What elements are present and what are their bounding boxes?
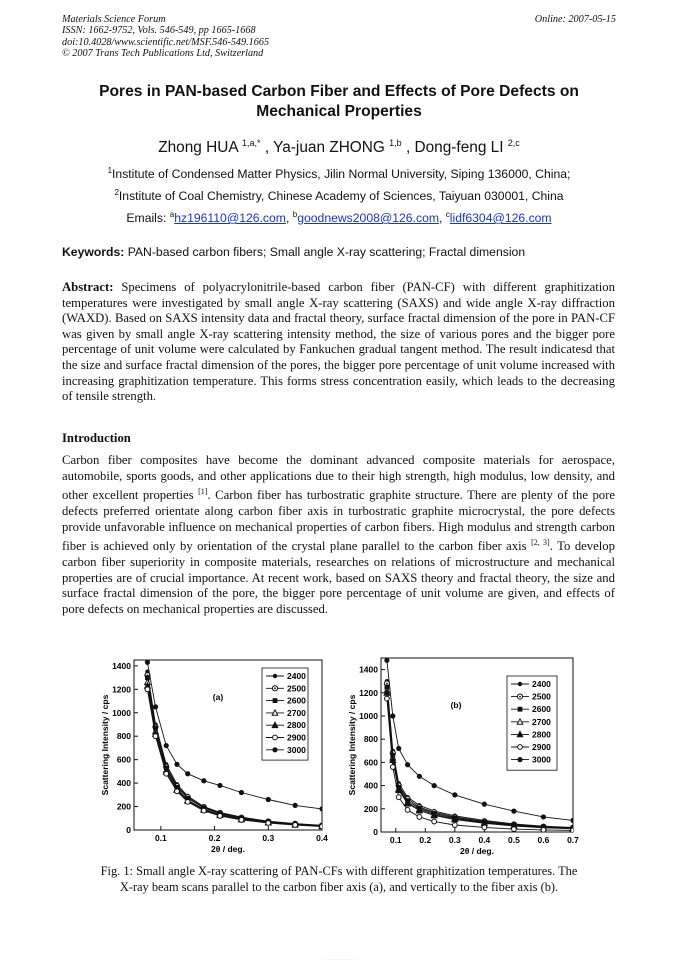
legend-label-2600: 2600 bbox=[287, 695, 306, 706]
data-point-3000 bbox=[390, 713, 395, 718]
email-link-3[interactable]: lidf6304@126.com bbox=[449, 211, 552, 226]
data-point-3000 bbox=[185, 771, 190, 776]
data-point-3000 bbox=[217, 783, 222, 788]
data-point-2500-center bbox=[386, 683, 388, 685]
data-point-3000 bbox=[405, 762, 410, 767]
data-point-2900 bbox=[185, 799, 190, 804]
author-3: Dong-feng LI bbox=[414, 139, 504, 157]
data-point-2900 bbox=[164, 771, 169, 776]
data-point-3000 bbox=[153, 704, 158, 709]
intro-text-2: . Carbon fiber has turbostratic graphite structure. There are plenty of the pore defects preferred orientate along carbon fiber axis in turbostratic graphite microcrystal, the pore defects provide unfavorable influence on mechanical properties of carbon fibers. High modulus and strength carbon fiber is achieved only by orientation of the crystal plane parallel to the carbon fiber axis bbox=[62, 488, 616, 554]
keywords-text: PAN-based carbon fibers; Small angle X-ray scattering; Fractal dimension bbox=[124, 245, 526, 259]
email-1-sup: a bbox=[169, 210, 175, 219]
data-point-3000 bbox=[201, 778, 206, 783]
legend-marker bbox=[518, 682, 522, 686]
data-point-2900 bbox=[320, 824, 325, 829]
x-tick-label: 0.2 bbox=[419, 835, 432, 845]
x-tick-label: 0.4 bbox=[316, 833, 328, 843]
intro-heading: Introduction bbox=[62, 431, 131, 445]
legend-label-2800: 2800 bbox=[287, 720, 306, 731]
y-tick-label: 800 bbox=[363, 734, 378, 745]
x-tick-label: 0.1 bbox=[154, 833, 167, 843]
citation-1: [1] bbox=[198, 487, 208, 497]
chart-panel-b bbox=[345, 650, 593, 860]
data-point-3000 bbox=[396, 746, 401, 751]
data-point-2900 bbox=[293, 823, 298, 828]
data-point-3000 bbox=[432, 783, 437, 788]
x-tick-label: 0.5 bbox=[508, 835, 520, 845]
data-point-2900 bbox=[266, 821, 271, 826]
intro-text-1: Carbon fiber composites have become the dominant advanced composite materials for aerospace, automobile, sports goods, and other applications due to their high strength, high modulus, low density, and other excellent properties bbox=[62, 453, 615, 503]
data-point-2900 bbox=[175, 789, 180, 794]
legend-label-2400: 2400 bbox=[532, 679, 551, 689]
keywords bbox=[62, 245, 616, 259]
legend-marker bbox=[518, 707, 523, 712]
data-point-3000 bbox=[145, 660, 150, 665]
data-point-2900 bbox=[512, 827, 517, 832]
abstract-text: Specimens of polyacrylonitrile-based carbon fiber (PAN-CF) with different graphitization temperatures were investigated by small angle X-ray scattering (SAXS) and wide angle X-ray diffraction (WAXD). Based on SAXS intensity data and fractal theory, surface fractal dimension of the pore in PAN-CF was given by small angle X-ray scattering intensity method, the size of various pores and the bigger pore percentage of unit volume were calculated by Fankuchen gradual tangent method. The result indicatesd that the size and surface fractal dimension of the pores, the bigger pore percentage of unit volume increased with increasing graphitization temperature. This forms stress concentration easily, which leads to the decreasing of tensile strength. bbox=[62, 280, 615, 404]
y-tick-label: 200 bbox=[116, 801, 131, 812]
intro-text-3: . To develop carbon fiber superiority in composite materials, researches on relations of microstructure and mechanical properties are of crucial importance. At recent work, based on SAXS theory and fractal theory, the size and surface fractal dimension of the pore, the bigger pore percentage of unit volume are given, and effects of pore defects on mechanical properties are discussed. bbox=[62, 539, 615, 616]
email-3-sup: c bbox=[445, 210, 450, 219]
caption-line-1: Fig. 1: Small angle X-ray scattering of PAN-CFs with different graphitization temperatures. The bbox=[100, 864, 578, 878]
paper-title bbox=[62, 82, 616, 122]
legend-label-2900: 2900 bbox=[532, 742, 551, 752]
x-tick-label: 0.6 bbox=[537, 835, 550, 845]
author-2: Ya-juan ZHONG bbox=[273, 139, 385, 157]
author-separator: , bbox=[260, 139, 274, 157]
data-point-3000 bbox=[384, 658, 389, 663]
legend-label-2700: 2700 bbox=[532, 716, 551, 727]
legend-marker bbox=[272, 747, 277, 752]
copyright-line: © 2007 Trans Tech Publications Ltd, Switzerland bbox=[62, 48, 264, 60]
email-separator: , bbox=[439, 211, 446, 226]
keywords-label: Keywords: bbox=[62, 245, 125, 259]
data-point-3000 bbox=[570, 818, 575, 823]
abstract-label: Abstract: bbox=[62, 280, 114, 294]
legend-marker bbox=[517, 757, 522, 762]
emails-label: Emails: bbox=[126, 211, 170, 226]
legend-label-2500: 2500 bbox=[287, 683, 306, 694]
y-tick-label: 200 bbox=[363, 803, 378, 814]
email-link-2[interactable]: goodnews2008@126.com bbox=[297, 211, 439, 226]
panel-label: (b) bbox=[450, 700, 462, 710]
affiliation-2-num: 2 bbox=[114, 188, 119, 197]
data-point-3000 bbox=[482, 802, 487, 807]
issn-line: ISSN: 1662-9752, Vols. 546-549, pp 1665-1668 bbox=[62, 25, 256, 37]
affiliation-2-text: Institute of Coal Chemistry, Chinese Academy of Sciences, Taiyuan 030001, China bbox=[118, 189, 564, 204]
y-axis-label: Scattering Intensity / cps bbox=[347, 694, 357, 796]
y-axis-label: Scattering Intensity / cps bbox=[100, 694, 110, 796]
affiliation-1-num: 1 bbox=[107, 166, 113, 175]
chart-panel-a bbox=[80, 648, 342, 860]
legend-marker-center bbox=[519, 696, 521, 698]
legend-label-2600: 2600 bbox=[532, 704, 551, 715]
legend-label-2900: 2900 bbox=[287, 732, 306, 743]
x-tick-label: 0.3 bbox=[448, 835, 461, 845]
data-point-3000 bbox=[452, 792, 457, 797]
data-point-2900 bbox=[385, 696, 390, 701]
data-point-2900 bbox=[153, 734, 158, 739]
data-point-3000 bbox=[541, 814, 546, 819]
author-1: Zhong HUA bbox=[158, 139, 238, 157]
data-point-2900 bbox=[201, 808, 206, 813]
affiliation-1 bbox=[62, 166, 616, 181]
email-line bbox=[62, 210, 616, 225]
legend-label-2800: 2800 bbox=[532, 729, 551, 740]
data-point-2900 bbox=[145, 687, 150, 692]
data-point-2900 bbox=[452, 823, 457, 828]
title-line-2: Mechanical Properties bbox=[256, 103, 422, 120]
data-point-2900 bbox=[482, 825, 487, 830]
legend-marker bbox=[273, 674, 277, 678]
y-tick-label: 0 bbox=[126, 825, 131, 835]
email-separator: , bbox=[285, 211, 293, 226]
y-tick-label: 400 bbox=[116, 778, 131, 789]
author-1-affil: 1,a,* bbox=[242, 138, 261, 148]
author-2-affil: 1,b bbox=[389, 138, 402, 148]
legend-label-2500: 2500 bbox=[532, 691, 551, 702]
y-tick-label: 1200 bbox=[112, 684, 131, 695]
data-point-3000 bbox=[266, 797, 271, 802]
author-list bbox=[62, 138, 616, 157]
citation-2: [2, 3] bbox=[531, 538, 550, 548]
x-axis-label: 2θ / deg. bbox=[211, 844, 245, 854]
legend-label-2400: 2400 bbox=[287, 671, 306, 681]
affiliation-2 bbox=[62, 188, 616, 203]
data-point-2900 bbox=[432, 819, 437, 824]
y-tick-label: 1200 bbox=[359, 687, 378, 698]
x-tick-label: 0.7 bbox=[567, 835, 579, 845]
legend-label-3000: 3000 bbox=[532, 754, 551, 765]
title-line-1: Pores in PAN-based Carbon Fiber and Effects of Pore Defects on bbox=[99, 83, 579, 100]
y-tick-label: 0 bbox=[373, 827, 378, 837]
author-3-affil: 2,c bbox=[507, 138, 520, 148]
x-tick-label: 0.3 bbox=[262, 833, 275, 843]
legend-marker bbox=[273, 735, 278, 740]
affiliation-1-text: Institute of Condensed Matter Physics, Jilin Normal University, Siping 136000, China; bbox=[112, 167, 571, 182]
data-point-2900 bbox=[417, 815, 422, 820]
legend-marker-center bbox=[274, 687, 276, 689]
author-separator: , bbox=[401, 139, 415, 157]
legend-marker bbox=[273, 698, 278, 703]
legend-marker bbox=[518, 745, 523, 750]
y-tick-label: 600 bbox=[363, 757, 378, 768]
x-axis-label: 2θ / deg. bbox=[460, 846, 494, 856]
y-tick-label: 400 bbox=[363, 780, 378, 791]
data-point-3000 bbox=[511, 809, 516, 814]
doi-line: doi:10.4028/www.scientific.net/MSF.546-549.1665 bbox=[62, 36, 270, 48]
intro-paragraph bbox=[62, 453, 615, 617]
x-tick-label: 0.1 bbox=[389, 835, 402, 845]
y-tick-label: 600 bbox=[116, 754, 131, 765]
data-point-3000 bbox=[174, 762, 179, 767]
data-point-3000 bbox=[319, 806, 324, 811]
data-point-3000 bbox=[417, 774, 422, 779]
data-point-2900 bbox=[218, 814, 223, 819]
x-tick-label: 0.4 bbox=[478, 835, 491, 845]
data-point-2900 bbox=[396, 795, 401, 800]
data-point-3000 bbox=[164, 743, 169, 748]
y-tick-label: 1000 bbox=[112, 707, 131, 718]
journal-name: Materials Science Forum bbox=[62, 14, 166, 25]
y-tick-label: 800 bbox=[116, 731, 131, 742]
email-2-sup: b bbox=[292, 210, 298, 219]
data-point-2900 bbox=[541, 828, 546, 833]
caption-line-2: X-ray beam scans parallel to the carbon fiber axis (a), and vertically to the fiber axis (b). bbox=[119, 879, 559, 894]
figure-caption bbox=[62, 864, 616, 895]
data-point-2900 bbox=[390, 765, 395, 770]
x-tick-label: 0.2 bbox=[208, 833, 221, 843]
y-tick-label: 1400 bbox=[359, 664, 378, 675]
data-point-3000 bbox=[239, 790, 244, 795]
y-tick-label: 1000 bbox=[359, 711, 378, 721]
online-date: Online: 2007-05-15 bbox=[534, 14, 616, 25]
panel-label: (a) bbox=[212, 692, 224, 702]
data-point-2900 bbox=[405, 808, 410, 813]
y-tick-label: 1400 bbox=[112, 660, 131, 671]
journal-header bbox=[62, 14, 269, 60]
abstract bbox=[62, 280, 615, 405]
email-link-1[interactable]: hz196110@126.com bbox=[174, 211, 286, 226]
data-point-3000 bbox=[293, 803, 298, 808]
legend-label-2700: 2700 bbox=[287, 707, 306, 718]
legend-label-3000: 3000 bbox=[287, 744, 306, 755]
data-point-2900 bbox=[239, 818, 244, 823]
